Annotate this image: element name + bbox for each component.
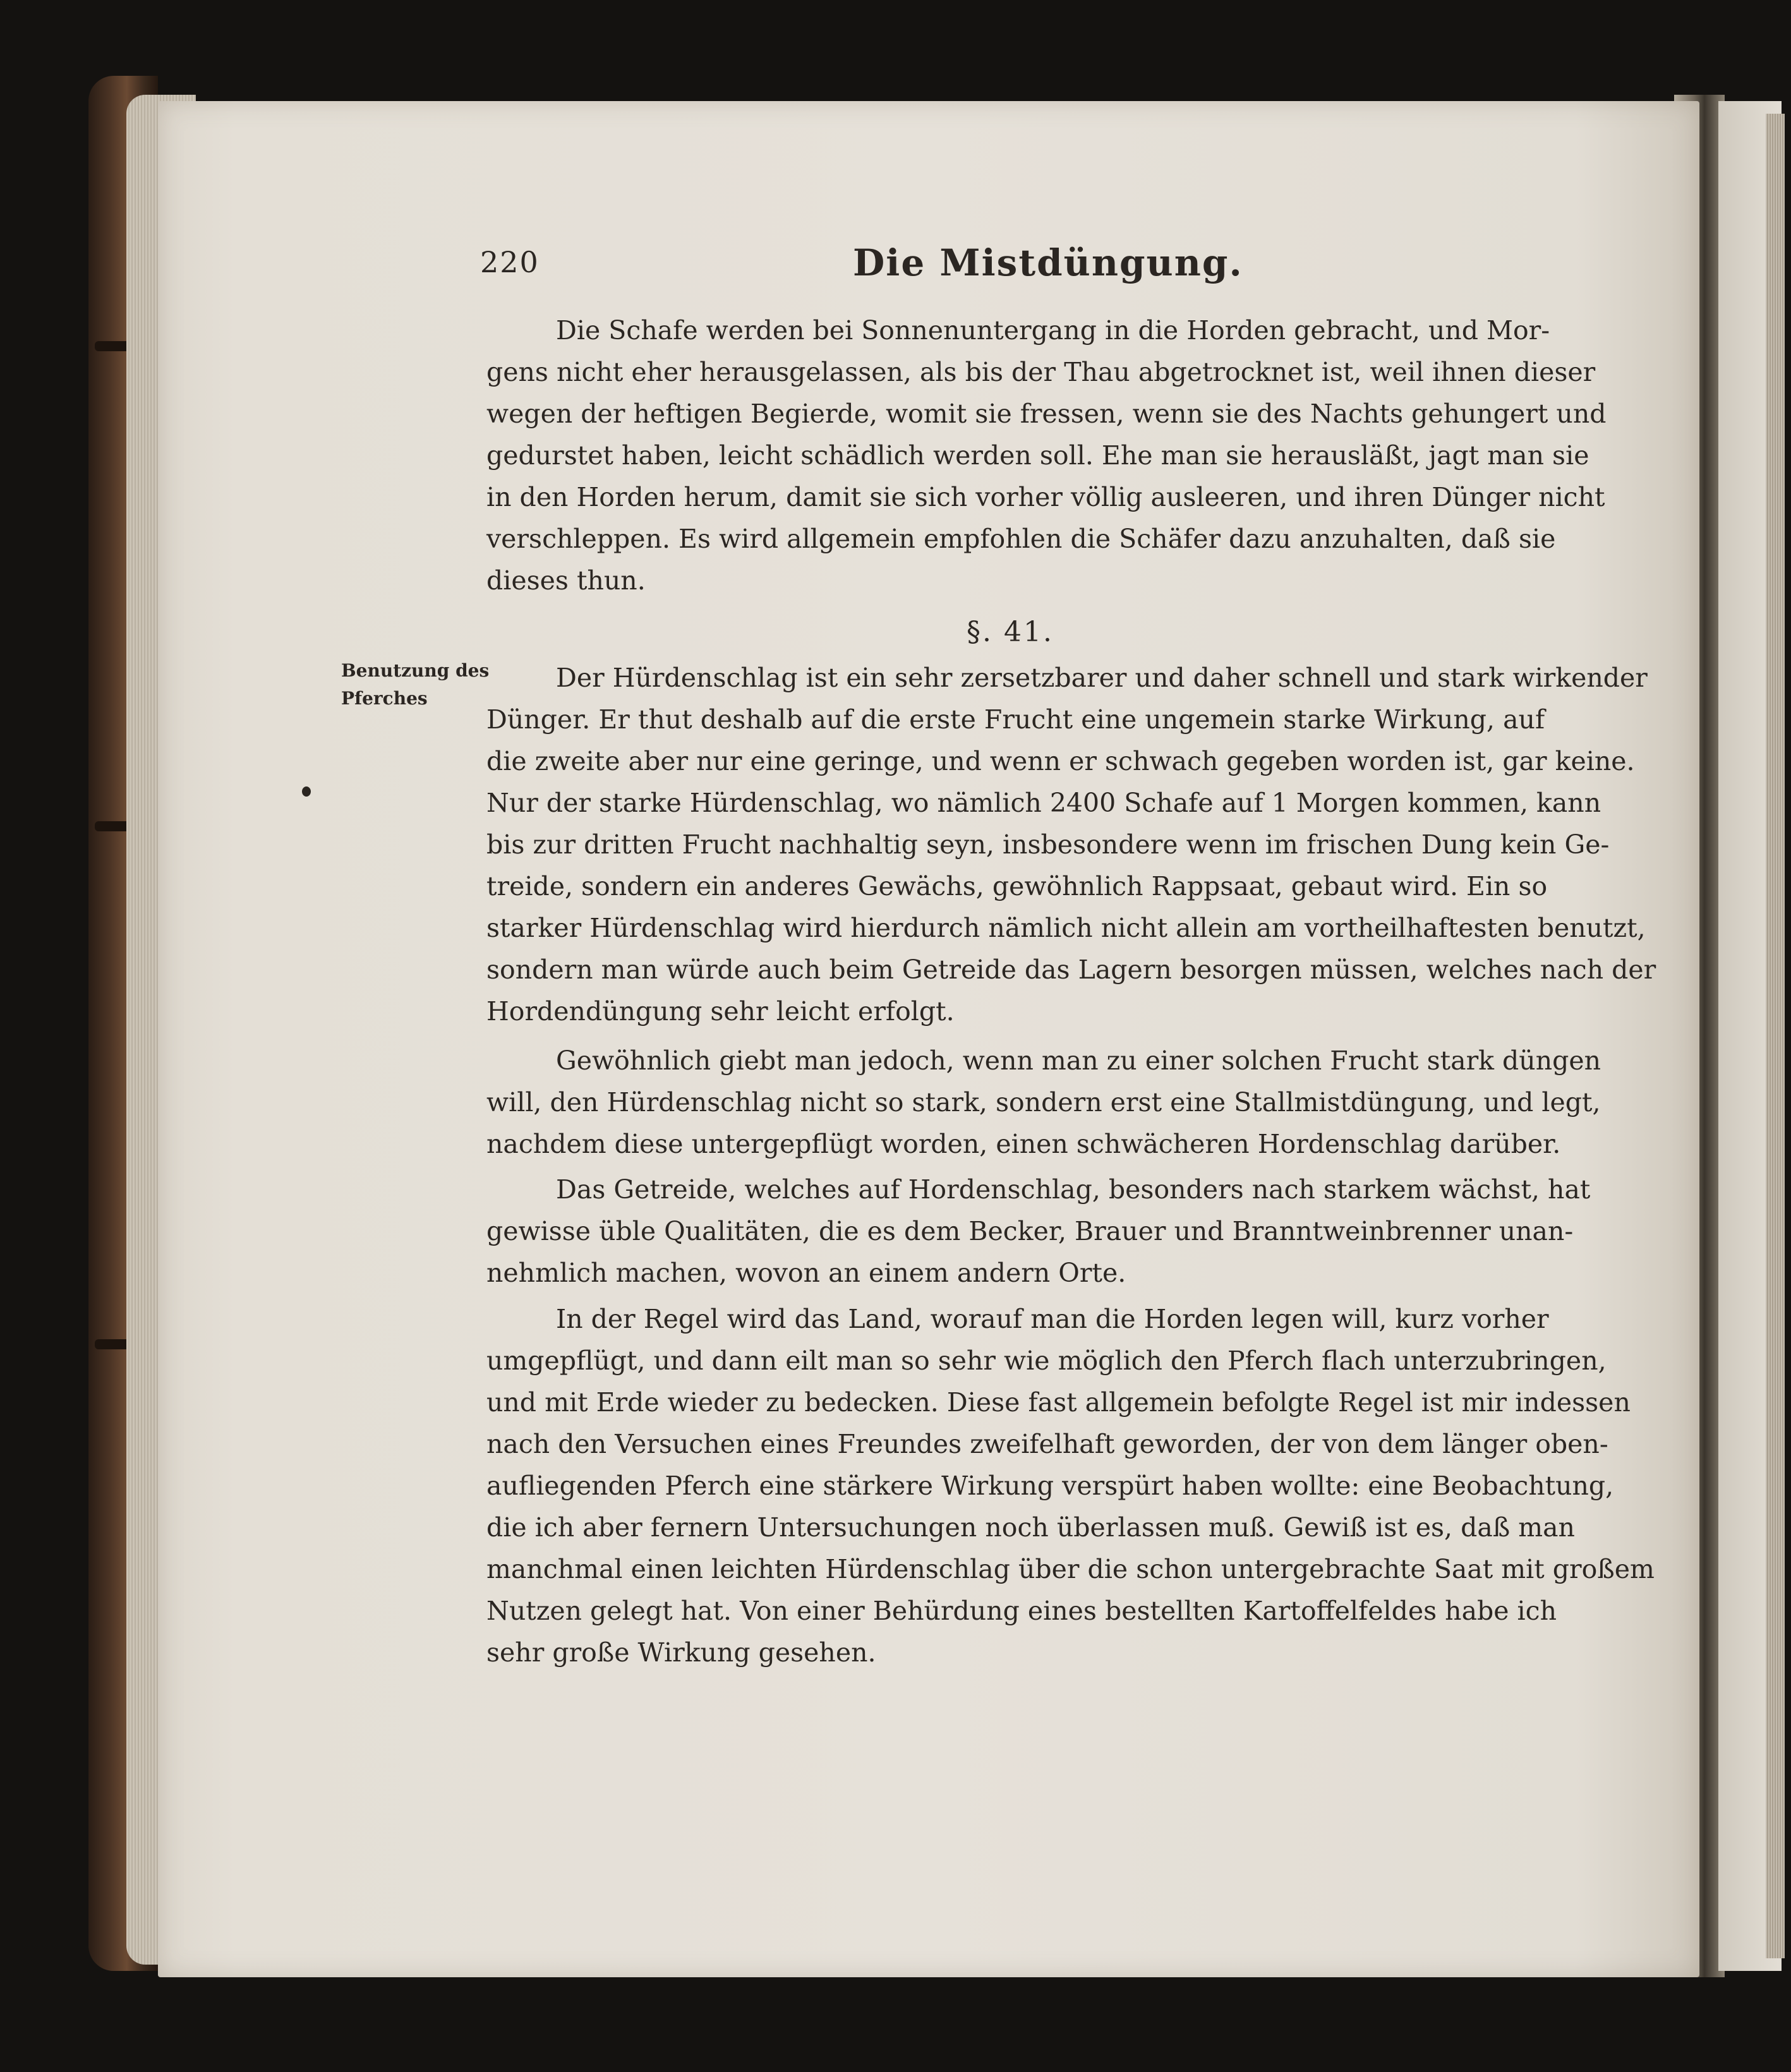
text-line: Gewöhnlich giebt man jedoch, wenn man zu einer solchen Frucht stark düngen	[556, 1045, 1601, 1076]
text-line: Die Schafe werden bei Sonnenuntergang in die Horden gebracht, und Mor-	[556, 315, 1550, 346]
text-line: nachdem diese untergepflügt worden, einen schwächeren Hordenschlag darüber.	[486, 1129, 1561, 1159]
text-line: dieses thun.	[486, 565, 646, 596]
text-line: In der Regel wird das Land, worauf man die Horden legen will, kurz vorher	[556, 1304, 1549, 1334]
text-line: Das Getreide, welches auf Hordenschlag, besonders nach starkem wächst, hat	[556, 1174, 1591, 1205]
text-line: treide, sondern ein anderes Gewächs, gewöhnlich Rappsaat, gebaut wird. Ein so	[486, 871, 1548, 901]
text-line: sondern man würde auch beim Getreide das Lagern besorgen müssen, welches nach der	[486, 955, 1656, 985]
paragraph-5	[486, 1298, 1655, 1673]
paragraph-4	[486, 1169, 1591, 1294]
text-line: umgepflügt, und dann eilt man so sehr wie möglich den Pferch flach unterzubringen,	[486, 1346, 1607, 1376]
text-line: Nur der starke Hürdenschlag, wo nämlich 2400 Schafe auf 1 Morgen kommen, kann	[486, 788, 1601, 818]
section-number: §. 41.	[967, 616, 1054, 648]
text-line: Nutzen gelegt hat. Von einer Behürdung eines bestellten Kartoffelfeldes habe ich	[486, 1596, 1557, 1626]
page-number: 220	[480, 245, 540, 279]
paragraph-2	[486, 657, 1656, 1032]
paragraph-3	[486, 1040, 1601, 1165]
text-line: die ich aber fernern Untersuchungen noch überlassen muß. Gewiß ist es, daß man	[486, 1512, 1575, 1543]
text-line: nach den Versuchen eines Freundes zweifelhaft geworden, der von dem länger oben-	[486, 1429, 1608, 1459]
text-line: manchmal einen leichten Hürdenschlag über die schon untergebrachte Saat mit großem	[486, 1554, 1655, 1584]
marginal-note	[341, 657, 489, 713]
paragraph-1	[486, 310, 1607, 601]
text-line: Der Hürdenschlag ist ein sehr zersetzbarer und daher schnell und stark wirkender	[556, 663, 1648, 693]
ink-speck	[302, 786, 311, 797]
text-line: wegen der heftigen Begierde, womit sie fressen, wenn sie des Nachts gehungert und	[486, 399, 1607, 429]
text-line: starker Hürdenschlag wird hierdurch nämlich nicht allein am vortheilhaftesten benutzt,	[486, 913, 1646, 943]
text-line: gens nicht eher herausgelassen, als bis der Thau abgetrocknet ist, weil ihnen dieser	[486, 357, 1596, 387]
marginal-note-line: Pferches	[341, 688, 428, 709]
text-line: bis zur dritten Frucht nachhaltig seyn, insbesondere wenn im frischen Dung kein Ge-	[486, 829, 1610, 860]
text-line: sehr große Wirkung gesehen.	[486, 1637, 876, 1668]
text-line: und mit Erde wieder zu bedecken. Diese fast allgemein befolgte Regel ist mir indessen	[486, 1387, 1631, 1418]
text-line: Hordendüngung sehr leicht erfolgt.	[486, 996, 955, 1027]
text-line: gewisse üble Qualitäten, die es dem Becker, Brauer und Branntweinbrenner unan-	[486, 1216, 1574, 1246]
text-line: in den Horden herum, damit sie sich vorher völlig ausleeren, und ihren Dünger nicht	[486, 482, 1605, 512]
text-line: nehmlich machen, wovon an einem andern Orte.	[486, 1258, 1126, 1288]
text-line: Dünger. Er thut deshalb auf die erste Frucht eine ungemein starke Wirkung, auf	[486, 704, 1545, 735]
marginal-note-line: Benutzung des	[341, 660, 490, 681]
page-header	[480, 241, 1516, 289]
text-line: die zweite aber nur eine geringe, und wenn er schwach gegeben worden ist, gar keine.	[486, 746, 1635, 776]
running-title: Die Mistdüngung.	[853, 241, 1243, 284]
text-line: will, den Hürdenschlag nicht so stark, sondern erst eine Stallmistdüngung, und legt,	[486, 1087, 1601, 1117]
page-edges-right	[1766, 114, 1785, 1958]
text-line: aufliegenden Pferch eine stärkere Wirkung verspürt haben wollte: eine Beobachtung,	[486, 1471, 1614, 1501]
text-line: verschleppen. Es wird allgemein empfohlen die Schäfer dazu anzuhalten, daß sie	[486, 524, 1556, 554]
text-line: gedurstet haben, leicht schädlich werden soll. Ehe man sie herausläßt, jagt man sie	[486, 440, 1589, 471]
